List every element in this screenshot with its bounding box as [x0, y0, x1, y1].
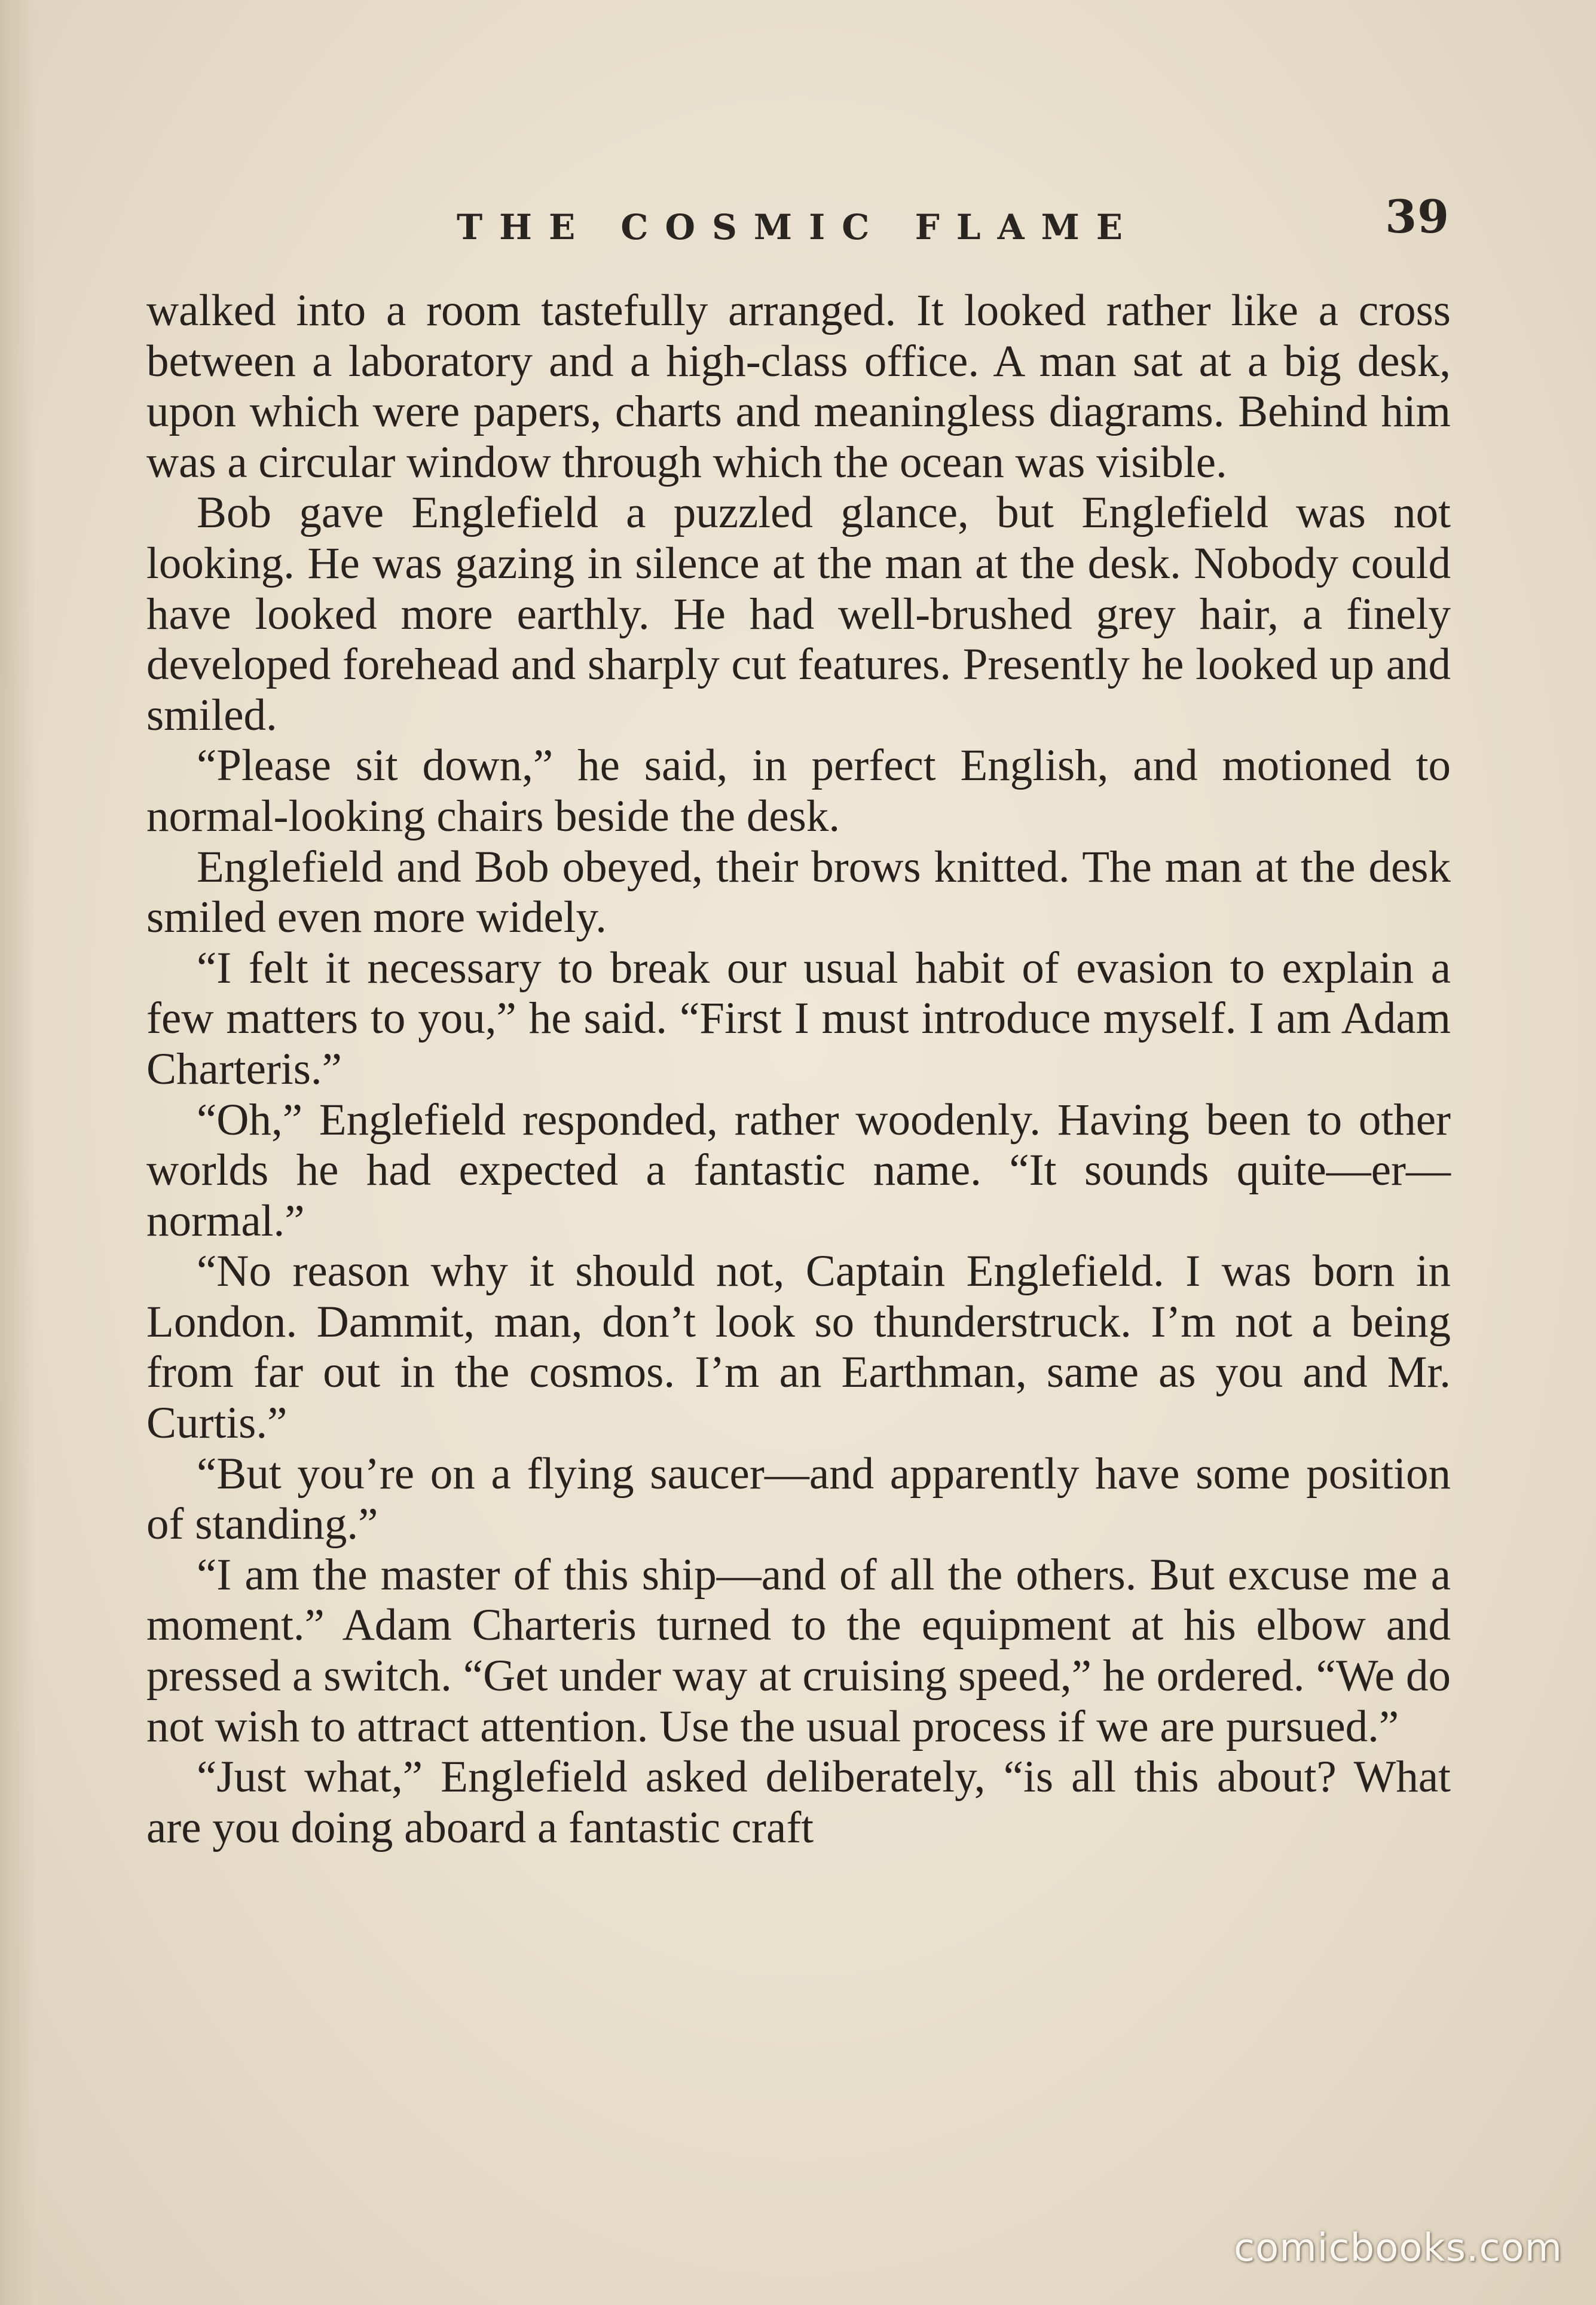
page-number: 39 [1385, 190, 1450, 243]
paragraph-9: “I am the master of this ship—and of all the others. But excuse me a moment.” Adam Charteris turned to the equipment at his elbow and pressed a switch. “Get under way at cruising speed,” he ordered. “We do not wish to attract attention. Use the usual process if we are pursued.” [146, 1549, 1451, 1751]
running-title: THE COSMIC FLAME [457, 207, 1139, 247]
paragraph-7: “No reason why it should not, Captain Englefield. I was born in London. Dammit, man, don’t look so thunderstruck. I’m not a being from far out in the cosmos. I’m an Earthman, same as you and Mr. Curtis.” [146, 1246, 1451, 1448]
body-text [146, 286, 1451, 1853]
paragraph-2: Bob gave Englefield a puzzled glance, but Englefield was not looking. He was gazing in silence at the man at the desk. Nobody could have looked more earthly. He had well-brushed grey hair, a finely developed forehead and sharply cut features. Presently he looked up and smiled. [146, 488, 1451, 740]
paragraph-5: “I felt it necessary to break our usual habit of evasion to explain a few matters to you,” he said. “First I must introduce myself. I am Adam Charteris.” [146, 943, 1451, 1094]
paragraph-4: Englefield and Bob obeyed, their brows knitted. The man at the desk smiled even more widely. [146, 842, 1451, 943]
paragraph-6: “Oh,” Englefield responded, rather woodenly. Having been to other worlds he had expected a fantastic name. “It sounds quite—er—normal.” [146, 1095, 1451, 1246]
running-head [146, 190, 1450, 256]
page-spine-shadow [0, 0, 36, 2305]
paragraph-8: “But you’re on a flying saucer—and apparently have some position of standing.” [146, 1448, 1451, 1549]
paragraph-1: walked into a room tastefully arranged. It looked rather like a cross between a laboratory and a high-class office. A man sat at a big desk, upon which were papers, charts and meaningless diagrams. Behind him was a circular window through which the ocean was visible. [146, 286, 1451, 487]
paragraph-10: “Just what,” Englefield asked deliberately, “is all this about? What are you doing aboard a fantastic craft [146, 1752, 1451, 1852]
paragraph-3: “Please sit down,” he said, in perfect English, and motioned to normal-looking chairs beside the desk. [146, 741, 1451, 841]
watermark: comicbooks.com [1233, 2226, 1563, 2270]
